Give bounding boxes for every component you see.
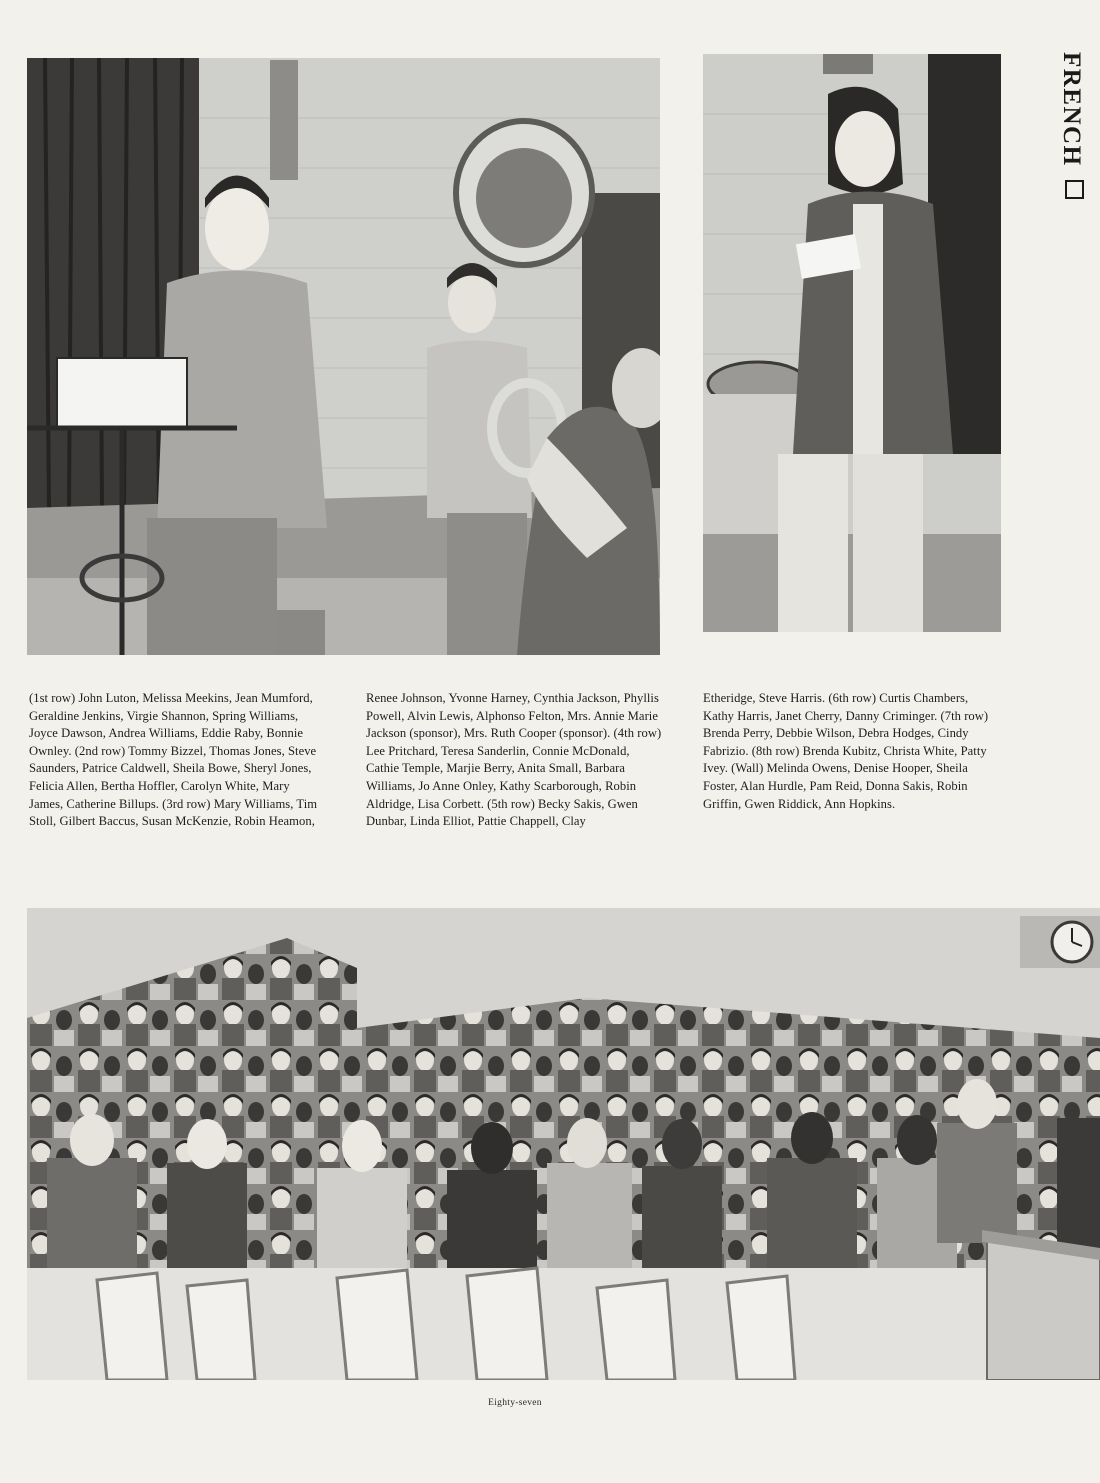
caption-column-1: (1st row) John Luton, Melissa Meekins, Jean Mumford, Geraldine Jenkins, Virgie Shannon, Spring Williams, Joyce Dawson, Andrea Williams, Eddie Raby, Bonnie Ownley. (2nd row) Tommy Bizzel, Thomas Jones, Steve Saunders, Patrice Caldwell, Sheila Bowe, Sheryl Jones, Felicia Allen, Bertha Hoffler, Carolyn White, Mary James, Catherine Billups. (3rd row) Mary Williams, Tim Stoll, Gilbert Baccus, Susan McKenzie, Robin Heamon, [29,691,318,829]
band-stage-photo [27,58,660,655]
classroom-illustration [27,908,1100,1380]
page-number: Eighty-seven [488,1398,542,1408]
section-checkbox-icon [1065,180,1084,199]
caption-column-2: Renee Johnson, Yvonne Harney, Cynthia Jackson, Phyllis Powell, Alvin Lewis, Alphonso Felton, Mrs. Annie Marie Jackson (sponsor), Mrs. Ruth Cooper (sponsor). (4th row) Lee Pritchard, Teresa Sanderlin, Connie McDonald, Cathie Temple, Marjie Berry, Anita Small, Barbara Williams, Jo Anne Onley, Kathy Scarborough, Robin Aldridge, Lisa Corbett. (5th row) Becky Sakis, Gwen Dunbar, Linda Elliot, Pattie Chappell, Clay [366,691,662,829]
caption-column-3: Etheridge, Steve Harris. (6th row) Curtis Chambers, Kathy Harris, Janet Cherry, Danny Criminger. (7th row) Brenda Perry, Debbie Wilson, Debra Hodges, Cindy Fabrizio. (8th row) Brenda Kubitz, Christa White, Patty Ivey. (Wall) Melinda Owens, Denise Hooper, Sheila Foster, Alan Hurdle, Pam Reid, Donna Sakis, Robin Griffin, Gwen Riddick, Ann Hopkins. [703,691,989,811]
band-stage-illustration [27,58,660,655]
student-reading-photo [703,54,1001,632]
section-tab [1056,50,1090,215]
student-reading-illustration [703,54,1001,632]
classroom-assembly-photo [27,908,1100,1380]
section-title: FRENCH [1058,52,1085,167]
